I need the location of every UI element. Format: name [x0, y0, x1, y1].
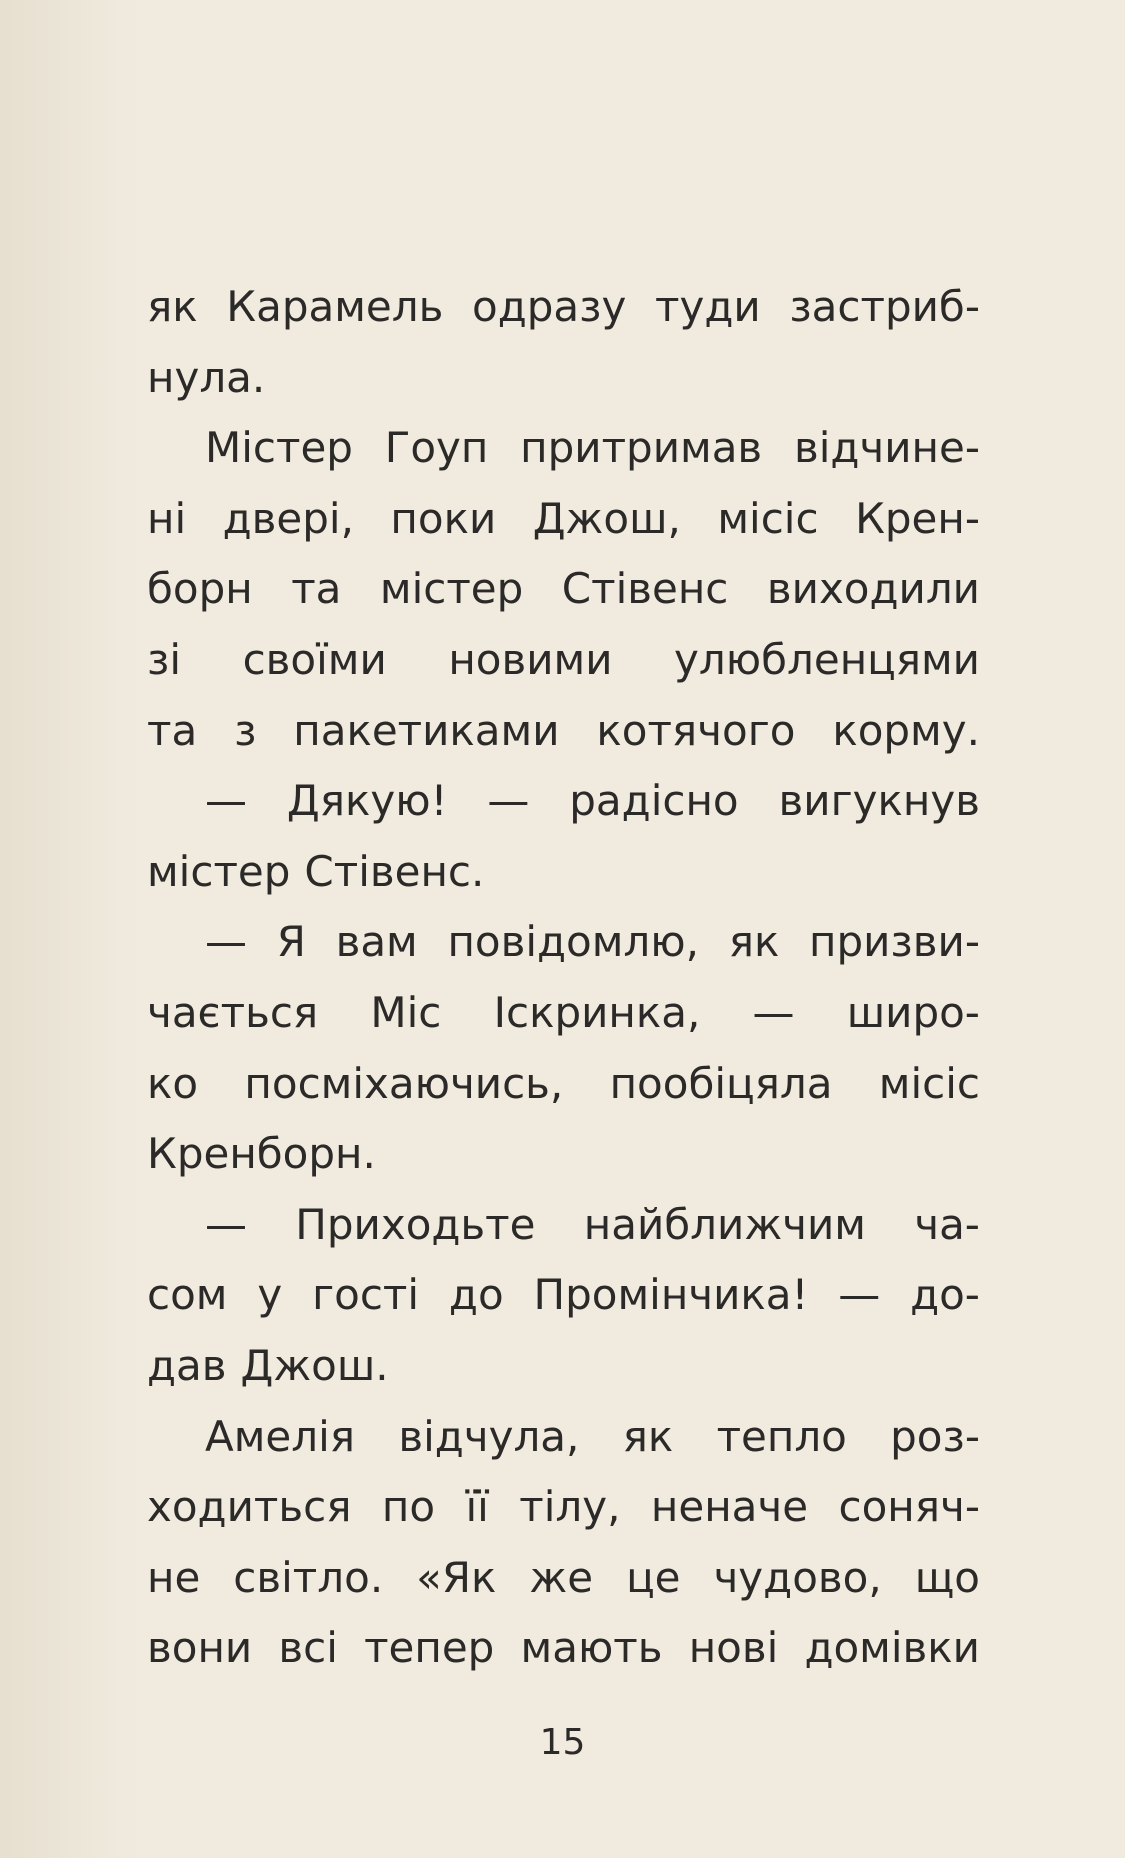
text-line [147, 1260, 980, 1331]
text-word: Дякую! [286, 776, 448, 826]
text-word: «Як [416, 1552, 497, 1602]
body-text [147, 272, 980, 1684]
text-word: соняч- [838, 1482, 980, 1532]
text-line [147, 413, 980, 484]
text-word: своїми [242, 634, 387, 684]
text-word: пакетиками [293, 705, 560, 755]
text-word: новими [448, 634, 613, 684]
text-word: виходили [766, 564, 980, 614]
text-word: ча- [914, 1199, 980, 1249]
text-line [147, 696, 980, 767]
text-word: нові [688, 1623, 779, 1673]
text-word: Міс [370, 987, 442, 1037]
text-word: Промінчика! [533, 1270, 809, 1320]
text-word: відчула, [398, 1411, 580, 1461]
text-word: це [626, 1552, 681, 1602]
text-line [147, 907, 980, 978]
text-word: корму. [832, 705, 980, 755]
text-word: двері, [222, 493, 354, 543]
text-word: поки [390, 493, 497, 543]
text-word: вони [147, 1623, 253, 1673]
text-word: тепер [364, 1623, 495, 1673]
text-word: Джош, [532, 493, 681, 543]
text-word: Гоуп [384, 423, 489, 473]
text-word: улюбленцями [674, 634, 980, 684]
text-word: найближчим [583, 1199, 866, 1249]
text-word: туди [655, 282, 761, 331]
text-word: вам [335, 917, 418, 967]
text-word: місіс [717, 493, 819, 543]
text-word: містер [147, 846, 291, 896]
text-word: як [622, 1411, 674, 1461]
text-line [147, 272, 980, 343]
text-line [147, 1049, 980, 1120]
text-line [147, 1402, 980, 1473]
text-word: домівки [804, 1623, 980, 1673]
text-word: мають [520, 1623, 663, 1673]
text-line [147, 1472, 980, 1543]
text-word: всі [278, 1623, 338, 1673]
text-word: вигукнув [778, 776, 980, 826]
text-word: Кренборн. [147, 1129, 376, 1179]
text-word: Карамель [226, 282, 444, 331]
text-word: ко [147, 1058, 199, 1108]
text-line [147, 766, 980, 837]
text-word: Стівенс [561, 564, 729, 614]
text-word: по [381, 1482, 436, 1532]
text-word: Джош. [240, 1340, 389, 1390]
text-word: містер [379, 564, 524, 614]
text-word: борн [147, 564, 253, 614]
text-word: з [234, 705, 257, 755]
text-word: Крен- [855, 493, 980, 543]
text-line [147, 1543, 980, 1614]
text-word: як [147, 282, 198, 331]
text-word: її [465, 1482, 489, 1532]
text-word: не [147, 1552, 201, 1602]
text-line [147, 1613, 980, 1684]
text-word: повідомлю, [447, 917, 699, 967]
text-word: відчине- [793, 423, 980, 473]
text-word: — [838, 1270, 881, 1320]
text-word: радісно [569, 776, 739, 826]
text-word: широ- [846, 987, 980, 1037]
text-word: чається [147, 987, 319, 1037]
text-word: як [728, 917, 780, 967]
text-word: — [205, 1199, 247, 1249]
text-word: — [205, 776, 247, 826]
text-line [147, 554, 980, 625]
text-word: притримав [520, 423, 763, 473]
text-line [147, 1331, 980, 1402]
text-word: Амелія [205, 1411, 356, 1461]
text-word: до [448, 1270, 504, 1320]
text-word: застриб- [789, 282, 980, 331]
text-word: — [205, 917, 247, 967]
text-word: до- [910, 1270, 980, 1320]
text-line [147, 343, 980, 414]
text-word: нула. [147, 352, 266, 402]
text-word: тепло [716, 1411, 847, 1461]
text-word: місіс [878, 1058, 980, 1108]
text-word: неначе [650, 1482, 809, 1532]
text-word: дав [147, 1340, 227, 1390]
text-word: ходиться [147, 1482, 352, 1532]
text-word: котячого [596, 705, 796, 755]
text-word: Стівенс. [304, 846, 485, 896]
text-word: Приходьте [295, 1199, 536, 1249]
text-word: у [257, 1270, 283, 1320]
text-word: гості [312, 1270, 420, 1320]
text-word: роз- [890, 1411, 980, 1461]
page-number: 15 [539, 1722, 586, 1763]
text-line [147, 484, 980, 555]
text-line [147, 1119, 980, 1190]
text-line [147, 837, 980, 908]
text-word: та [291, 564, 342, 614]
text-word: Я [276, 917, 306, 967]
text-word: пообіцяла [609, 1058, 833, 1108]
text-word: Містер [205, 423, 353, 473]
text-word: тілу, [519, 1482, 621, 1532]
text-word: посміхаючись, [244, 1058, 564, 1108]
text-word: Іскринка, [493, 987, 701, 1037]
text-line [147, 1190, 980, 1261]
text-word: — [487, 776, 530, 826]
text-word: чудово, [713, 1552, 882, 1602]
text-word: ні [147, 493, 187, 543]
text-line [147, 978, 980, 1049]
text-word: одразу [472, 282, 627, 331]
text-line [147, 625, 980, 696]
text-word: світло. [233, 1552, 384, 1602]
text-word: же [529, 1552, 594, 1602]
text-word: — [752, 987, 795, 1037]
text-word: призви- [809, 917, 980, 967]
text-word: що [914, 1552, 980, 1602]
text-word: та [147, 705, 198, 755]
text-word: зі [147, 634, 182, 684]
text-word: сом [147, 1270, 228, 1320]
